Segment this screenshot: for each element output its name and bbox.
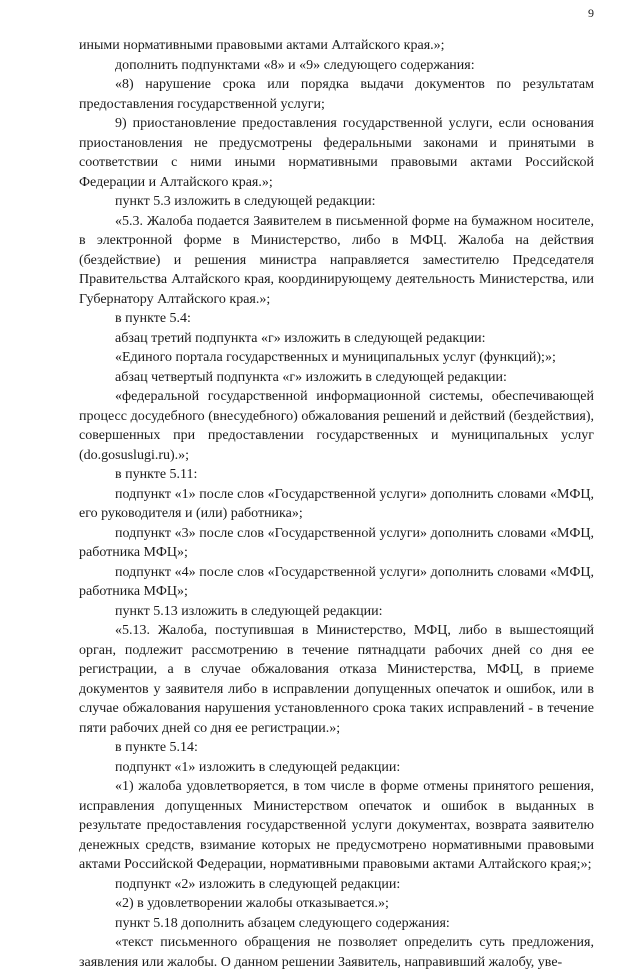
paragraph: абзац четвертый подпункта «г» изложить в следующей редакции:: [115, 369, 507, 385]
paragraph: «1) жалоба удовлетворяется, в том числе в форме отмены принятого решения, исправления допущенных Министерством опечаток и ошибок в выданных в результате предоставления государственной услуги документах, возврата заявителю денежных средств, взимание которых не предусмотрено нормативными правовыми актами Российской Федерации, нормативными правовыми актами Алтайского края;»;: [79, 779, 594, 872]
paragraph: «федеральной государственной информационной системы, обеспечивающей процесс досудебного (внесудебного) обжалования решений и действий (бездействия), совершенных при предоставлении государственных и муниципальных услуг (do.gosuslugi.ru).»;: [79, 389, 594, 463]
paragraph: дополнить подпунктами «8» и «9» следующего содержания:: [115, 57, 475, 73]
paragraph: иными нормативными правовыми актами Алтайского края.»;: [79, 38, 445, 53]
paragraph: подпункт «2» изложить в следующей редакции:: [115, 876, 401, 892]
paragraph: подпункт «1» после слов «Государственной услуги» дополнить словами «МФЦ, его руководителя и (или) работника»;: [79, 486, 594, 521]
paragraph: подпункт «1» изложить в следующей редакции:: [115, 759, 401, 775]
paragraph: «5.13. Жалоба, поступившая в Министерство, МФЦ, либо в вышестоящий орган, подлежит рассмотрению в течение пятнадцати рабочих дней со дня ее регистрации, а в случае обжалования отказа Министерства, МФЦ, в приеме документов у заявителя либо в исправлении допущенных опечаток и ошибок, или в случае обжалования нарушения установленного срока таких исправлений - в течение пяти рабочих дней со дня ее регистрации.»;: [79, 623, 594, 736]
paragraph: «2) в удовлетворении жалобы отказывается.»;: [115, 896, 389, 911]
paragraph: в пункте 5.4:: [115, 311, 191, 326]
page-number: 9: [588, 6, 594, 20]
paragraph: в пункте 5.11:: [115, 467, 198, 482]
paragraph: «5.3. Жалоба подается Заявителем в письменной форме на бумажном носителе, в электронной форме в Министерство, либо в МФЦ. Жалоба на действия (бездействие) и решения министра направляется заместителю Председателя Правительства Алтайского края, координирующему деятельность Министерства, или Губернатору Алтайского края.»;: [79, 213, 594, 307]
paragraph: пункт 5.18 дополнить абзацем следующего содержания:: [115, 915, 450, 931]
paragraph: «Единого портала государственных и муниципальных услуг (функций);»;: [115, 350, 556, 365]
paragraph: пункт 5.3 изложить в следующей редакции:: [115, 194, 376, 209]
paragraph: «8) нарушение срока или порядка выдачи документов по результатам предоставления государственной услуги;: [79, 77, 594, 112]
paragraph: «текст письменного обращения не позволяет определить суть предложения, заявления или жалобы. О данном решении Заявитель, направивший жалобу, уве-: [79, 935, 594, 970]
paragraph: абзац третий подпункта «г» изложить в следующей редакции:: [115, 330, 486, 346]
document-body: [79, 36, 594, 972]
paragraph: в пункте 5.14:: [115, 740, 198, 755]
paragraph: пункт 5.13 изложить в следующей редакции:: [115, 603, 383, 619]
paragraph: 9) приостановление предоставления государственной услуги, если основания приостановления не предусмотрены федеральными законами и принятыми в соответствии с ними иными нормативными правовыми актами Российской Федерации и Алтайского края.»;: [79, 116, 594, 190]
paragraph: подпункт «4» после слов «Государственной услуги» дополнить словами «МФЦ, работника МФЦ»;: [79, 564, 594, 599]
paragraph: подпункт «3» после слов «Государственной услуги» дополнить словами «МФЦ, работника МФЦ»;: [79, 525, 594, 560]
